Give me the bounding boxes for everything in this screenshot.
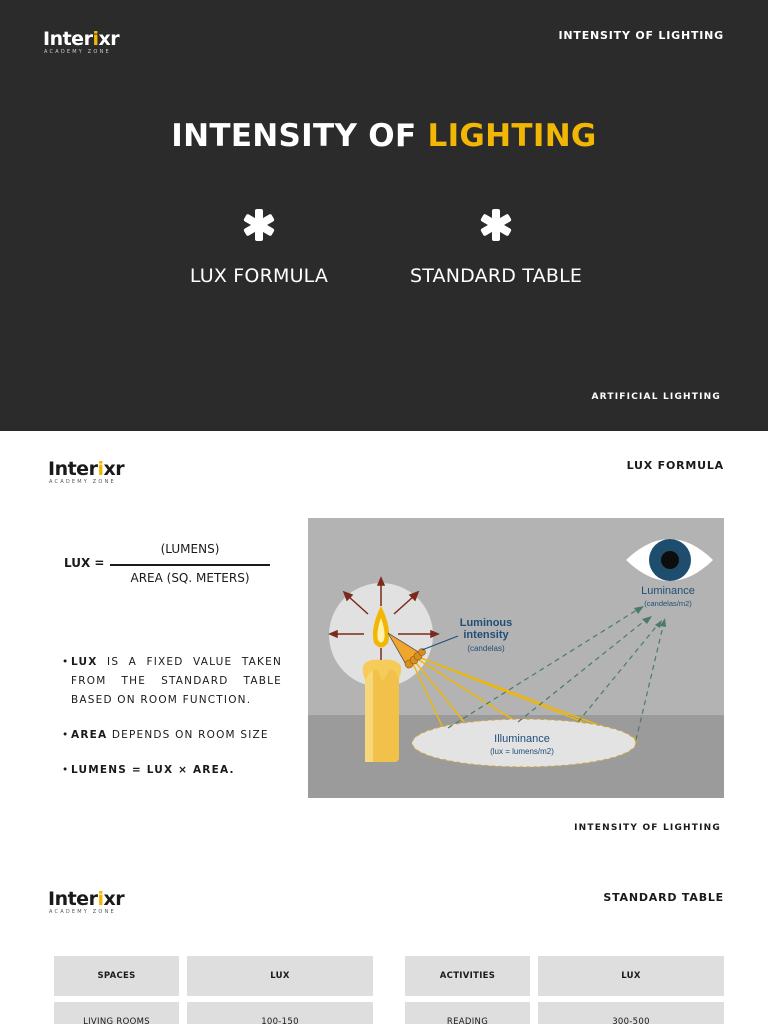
table-cell: LIVING ROOMS	[54, 1002, 179, 1024]
spaces-lux-table	[46, 950, 381, 1024]
lighting-illustration	[308, 518, 724, 798]
page-title	[0, 118, 768, 154]
list-item: • LUX IS A FIXED VALUE TAKEN FROM THE STANDARD TABLE BASED ON ROOM FUNCTION.	[62, 653, 282, 710]
luminance-unit: (candelas/m2)	[644, 599, 692, 608]
table-row	[405, 1002, 724, 1024]
illuminance-unit: (lux = lumens/m2)	[490, 747, 554, 756]
intensity-unit: (candelas)	[467, 644, 505, 653]
title-part-of: OF	[368, 118, 417, 154]
brand-logo	[43, 29, 119, 56]
header-label: LUX FORMULA	[626, 459, 724, 472]
toc-item-standard-table	[386, 208, 606, 287]
intensity-title-2: intensity	[463, 629, 509, 641]
formula-numerator: (LUMENS)	[160, 542, 220, 556]
lux-formula-slide	[0, 431, 768, 861]
toc-label: STANDARD TABLE	[409, 265, 583, 287]
intensity-title-1: Luminous	[459, 617, 513, 629]
logo-wordmark: Interixr	[48, 888, 125, 910]
toc-label: LUX FORMULA	[189, 265, 329, 287]
formula-notes	[62, 653, 282, 796]
toc-item-lux-formula	[149, 208, 369, 287]
header-label: INTENSITY OF LIGHTING	[558, 29, 724, 42]
logo-wordmark: Interixr	[48, 458, 125, 480]
logo-subtitle: ACADEMY ZONE	[49, 909, 116, 915]
column-header-lux: LUX	[187, 956, 373, 996]
list-item: • LUMENS = LUX × AREA.	[62, 761, 282, 780]
logo-subtitle: ACADEMY ZONE	[44, 49, 111, 55]
column-header-spaces: SPACES	[54, 956, 179, 996]
brand-logo	[48, 889, 124, 916]
activities-lux-table	[397, 950, 732, 1024]
logo-subtitle: ACADEMY ZONE	[49, 479, 116, 485]
title-part-intensity: INTENSITY	[171, 118, 358, 154]
asterisk-icon	[242, 208, 276, 242]
footer-label: INTENSITY OF LIGHTING	[574, 823, 721, 833]
table-cell: 100-150	[187, 1002, 373, 1024]
logo-wordmark: Interixr	[43, 28, 120, 50]
table-header-row	[405, 956, 724, 996]
list-item: • AREA DEPENDS ON ROOM SIZE	[62, 726, 282, 745]
header-label: STANDARD TABLE	[603, 891, 724, 904]
fraction-bar	[110, 564, 270, 566]
luminance-title: Luminance	[641, 585, 695, 597]
asterisk-icon	[479, 208, 513, 242]
column-header-activities: ACTIVITIES	[405, 956, 530, 996]
column-header-lux: LUX	[538, 956, 724, 996]
title-part-lighting: LIGHTING	[427, 118, 597, 154]
cover-slide	[0, 0, 768, 431]
lux-formula	[64, 542, 284, 602]
table-row	[54, 1002, 373, 1024]
illuminance-title: Illuminance	[494, 733, 550, 745]
formula-lhs: LUX =	[64, 556, 105, 570]
standard-table-slide	[0, 861, 768, 1024]
table-cell: READING	[405, 1002, 530, 1024]
table-cell: 300-500	[538, 1002, 724, 1024]
formula-denominator: AREA (SQ. METERS)	[130, 571, 250, 585]
footer-label: ARTIFICIAL LIGHTING	[591, 392, 721, 402]
table-header-row	[54, 956, 373, 996]
brand-logo	[48, 459, 124, 486]
